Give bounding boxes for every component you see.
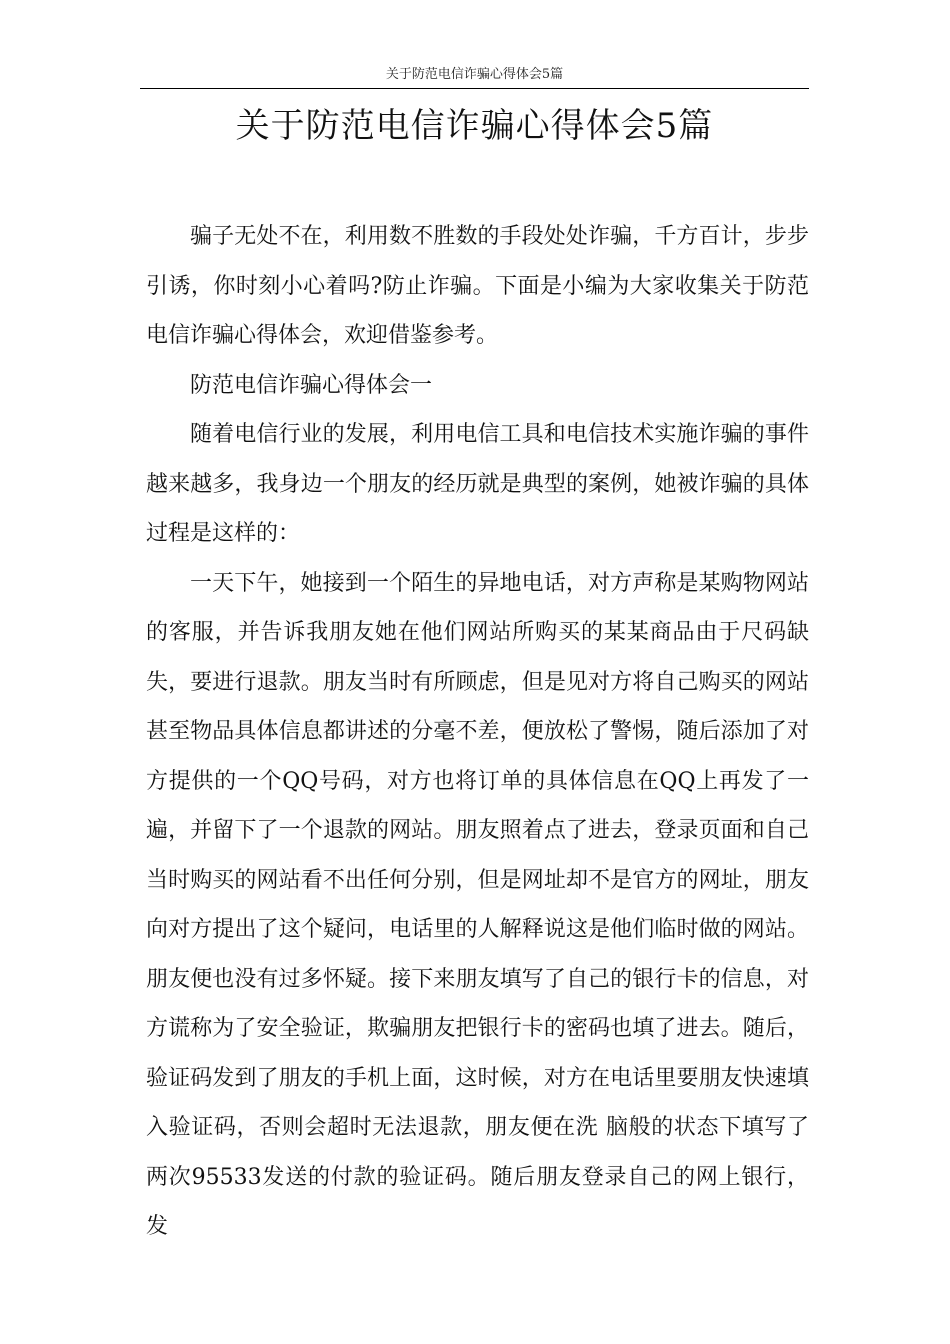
running-header: 关于防范电信诈骗心得体会5篇 (385, 67, 564, 82)
header-rule (140, 88, 809, 89)
paragraph-intro: 骗子无处不在，利用数不胜数的手段处处诈骗，千方百计，步步引诱，你时刻小心着吗?防止诈骗。下面是小编为大家收集关于防范电信诈骗心得体会，欢迎借鉴参考。 (146, 224, 809, 348)
paragraph: 一天下午，她接到一个陌生的异地电话，对方声称是某购物网站的客服，并告诉我朋友她在他们网站所购买的某某商品由于尺码缺失，要进行退款。朋友当时有所顾虑，但是见对方将自己购买的网站甚至物品具体信息都讲述的分毫不差，便放松了警惕，随后添加了对方提供的一个QQ号码，对方也将订单的具体信息在QQ上再发了一遍，并留下了一个退款的网站。朋友照着点了进去，登录页面和自己当时购买的网站看不出任何分别，但是网址却不是官方的网址，朋友向对方提出了这个疑问，电话里的人解释说这是他们临时做的网站。朋友便也没有过多怀疑。接下来朋友填写了自己的银行卡的信息，对方谎称为了安全验证，欺骗朋友把银行卡的密码也填了进去。随后，验证码发到了朋友的手机上面，这时候，对方在电话里要朋友快速填入验证码，否则会超时无法退款，朋友便在洗 脑般的状态下填写了两次95533发送的付款的验证码。随后朋友登录自己的网上银行，发 (146, 570, 809, 1239)
section-heading: 防范电信诈骗心得体会一 (190, 372, 433, 398)
document-body (146, 212, 809, 1252)
document-title: 关于防范电信诈骗心得体会5篇 (235, 106, 714, 146)
paragraph: 随着电信行业的发展，利用电信工具和电信技术实施诈骗的事件越来越多，我身边一个朋友的经历就是典型的案例，她被诈骗的具体过程是这样的： (146, 422, 809, 546)
